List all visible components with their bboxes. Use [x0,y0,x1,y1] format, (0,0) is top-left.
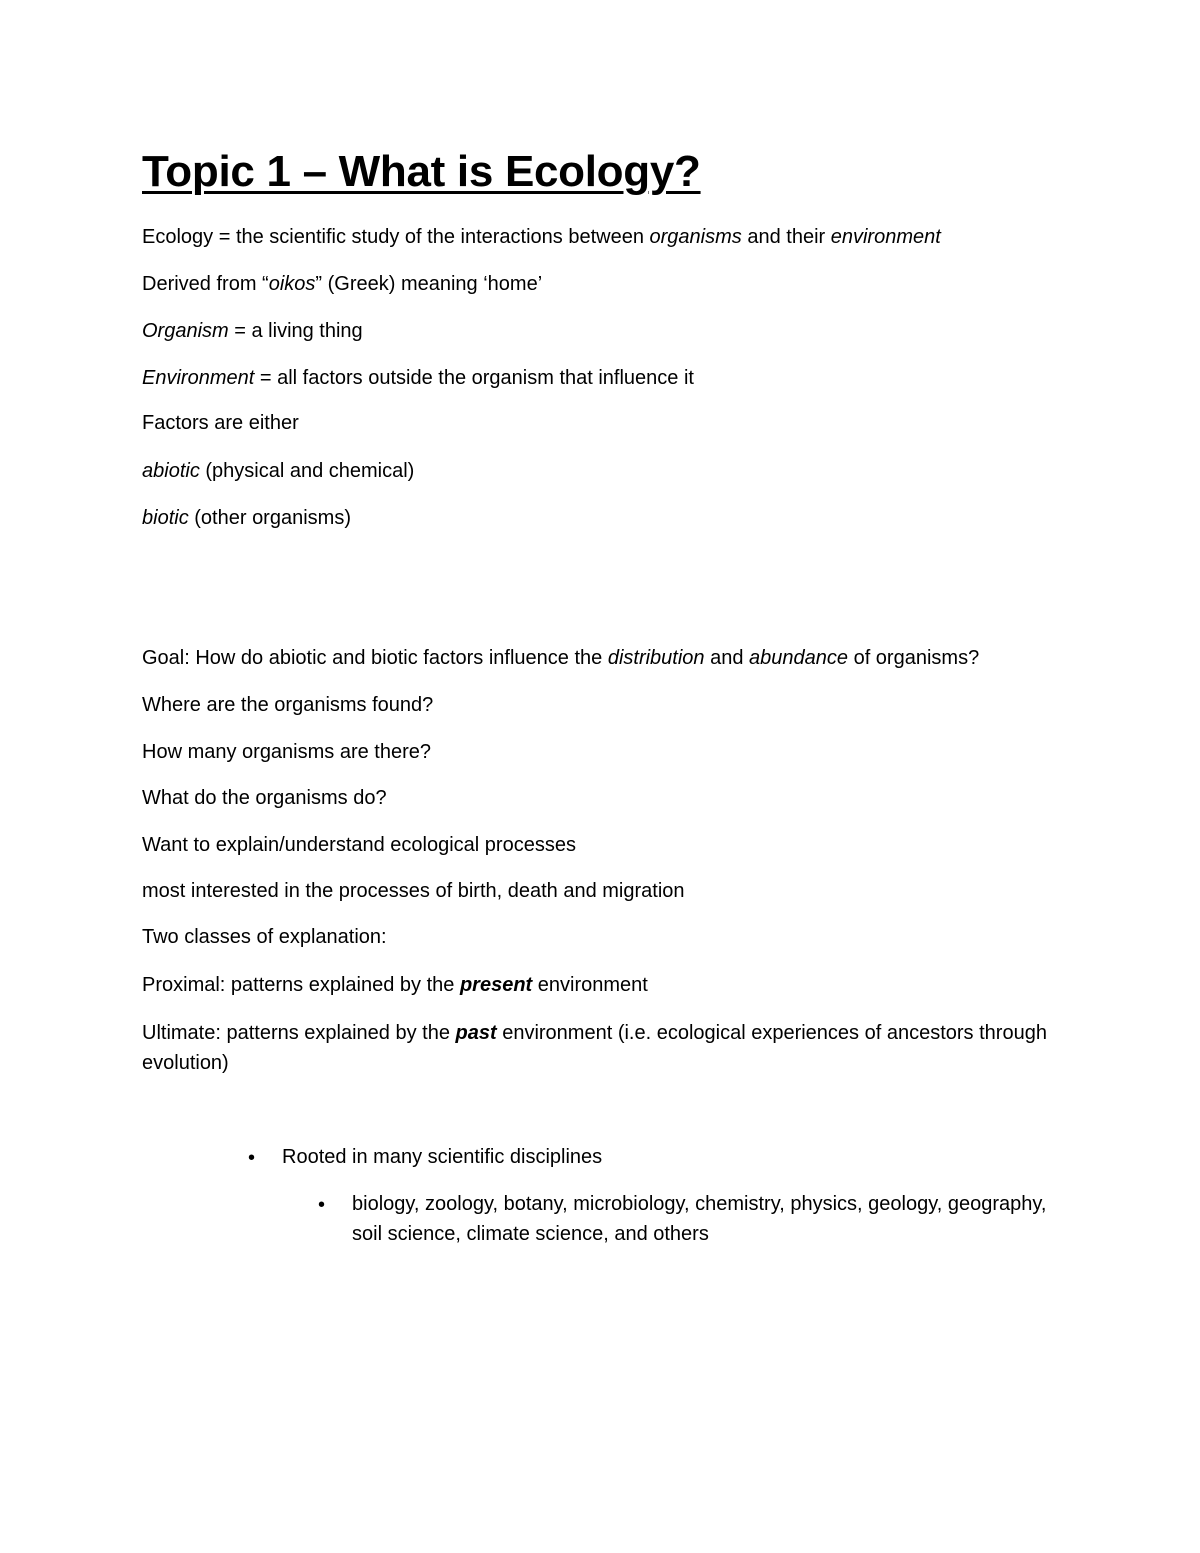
question-what: What do the organisms do? [142,787,387,809]
sub-bullet-marker: • [318,1194,326,1216]
processes-line: most interested in the processes of birth, death and migration [142,880,685,902]
goal-line: Goal: How do abiotic and biotic factors influence the distribution and abundance of organisms? [142,647,980,669]
bullet-marker: • [248,1147,256,1169]
classes-line: Two classes of explanation: [142,926,387,948]
derivation-line: Derived from “oikos” (Greek) meaning ‘home’ [142,273,543,295]
abiotic-line: abiotic (physical and chemical) [142,460,415,482]
question-how-many: How many organisms are there? [142,741,432,763]
definition-environment: Environment = all factors outside the organism that influence it [142,367,694,389]
factors-line: Factors are either [142,412,299,434]
page-title: Topic 1 – What is Ecology? [142,147,701,196]
definition-ecology: Ecology = the scientific study of the interactions between organisms and their environment [142,226,941,248]
question-where: Where are the organisms found? [142,694,434,716]
biotic-line: biotic (other organisms) [142,507,351,529]
definition-organism: Organism = a living thing [142,320,363,342]
bullet-disciplines: Rooted in many scientific disciplines [282,1146,603,1168]
sub-bullet-fields: biology, zoology, botany, microbiology, chemistry, physics, geology, geography, soil science, climate science, and others [352,1193,1047,1245]
ultimate-line: Ultimate: patterns explained by the past environment (i.e. ecological experiences of ancestors through evolution) [142,1022,1047,1074]
proximal-line: Proximal: patterns explained by the present environment [142,974,648,996]
explain-line: Want to explain/understand ecological processes [142,834,576,856]
